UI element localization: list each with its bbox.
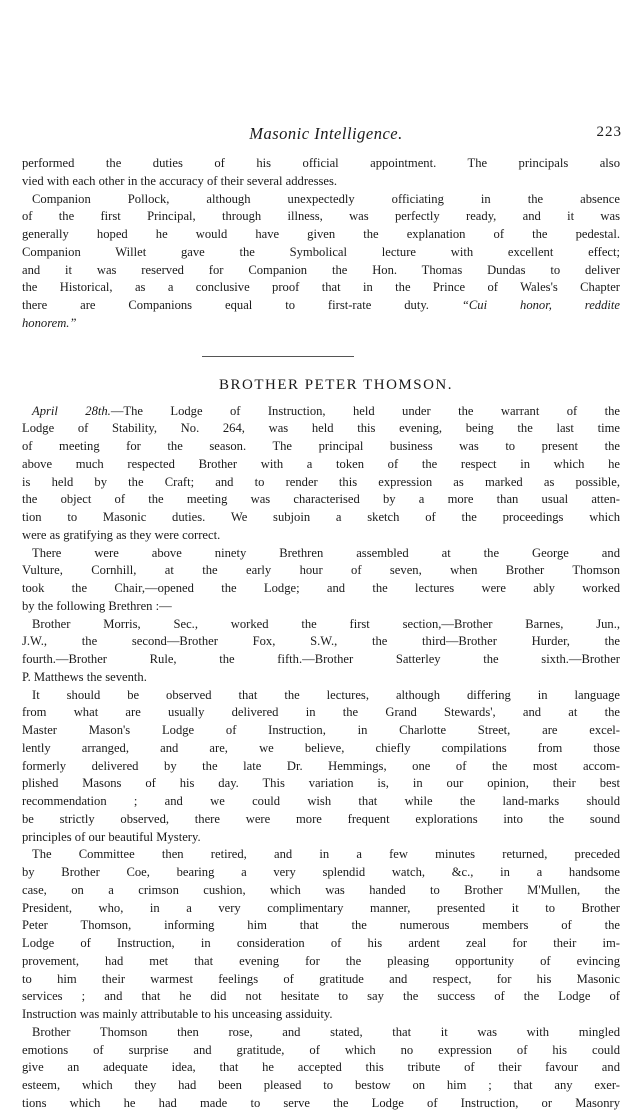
text-line — [22, 474, 620, 492]
text-line-content: Lodge of Instruction, in consideration of his ardent zeal for their im- — [22, 936, 620, 950]
text-line — [22, 775, 620, 793]
text-line-content: Brother Thomson then rose, and stated, that it was with mingled — [32, 1024, 620, 1039]
text-line — [22, 173, 620, 191]
text-line — [22, 545, 620, 563]
text-line — [22, 244, 620, 262]
text-line — [22, 1095, 620, 1113]
text-line-content: is held by the Craft; and to render this expression as marked as possible, — [22, 474, 620, 489]
text-line — [22, 811, 620, 829]
text-line — [22, 1006, 620, 1024]
text-line-content: tions which he had made to serve the Lodge of Instruction, or Masonry — [22, 1095, 620, 1110]
text-line-content: by Brother Coe, bearing a very splendid watch, &c., in a handsome — [22, 865, 620, 879]
text-line — [22, 704, 620, 722]
text-line — [22, 1077, 620, 1095]
text-line — [22, 971, 620, 989]
text-line-content: generally hoped he would have given the explanation of the pedestal. — [22, 227, 620, 241]
text-line-content: provement, had met that evening for the pleasing opportunity of evincing — [22, 953, 620, 968]
text-line-content: lently arranged, and are, we believe, chiefly compilations from those — [22, 740, 620, 755]
text-line — [22, 722, 620, 740]
text-line-content: The Committee then retired, and in a few minutes returned, preceded — [32, 847, 620, 862]
text-line-content: J.W., the second—Brother Fox, S.W., the third—Brother Hurder, the — [22, 634, 620, 649]
text-line-content: recommendation ; and we could wish that while the land-marks should — [22, 794, 620, 808]
text-line-content: of the first Principal, through illness, was perfectly ready, and it was — [22, 209, 620, 224]
text-line — [22, 864, 620, 882]
text-line-content: tion to Masonic duties. We subjoin a sketch of the proceedings which — [22, 510, 620, 524]
page-body — [22, 155, 620, 1113]
running-head — [20, 124, 632, 150]
text-line-content: President, who, in a very complimentary manner, presented it to Brother — [22, 900, 620, 915]
section-divider — [22, 333, 620, 367]
text-line-content: fourth.—Brother Rule, the fifth.—Brother Satterley the sixth.—Brother — [22, 652, 620, 666]
text-line — [22, 988, 620, 1006]
text-line — [22, 651, 620, 669]
text-line-content: above much respected Brother with a token of the respect in which he — [22, 456, 620, 471]
text-line — [22, 900, 620, 918]
text-line — [22, 740, 620, 758]
text-line-content: give an adequate idea, that he accepted this tribute of their favour and — [22, 1060, 620, 1075]
text-line-content: the Historical, as a conclusive proof that in the Prince of Wales's Chapter — [22, 280, 620, 295]
text-line — [22, 297, 620, 315]
text-line-content: by the following Brethren :— — [22, 598, 172, 613]
text-line-content: from what are usually delivered in the Grand Stewards', and at the — [22, 705, 620, 720]
text-line-content: principles of our beautiful Mystery. — [22, 829, 201, 844]
text-line-content: Master Mason's Lodge of Instruction, in Charlotte Street, are excel- — [22, 723, 620, 737]
text-line — [22, 527, 620, 545]
article-body — [22, 403, 620, 1113]
section-heading: BROTHER PETER THOMSON. — [219, 376, 453, 393]
text-line-content: esteem, which they had been pleased to bestow on him ; that any exer- — [22, 1078, 620, 1092]
text-line-content: performed the duties of his official appointment. The principals also — [22, 156, 620, 170]
text-line-content: plished Masons of his day. This variation is, in our opinion, their best — [22, 776, 620, 791]
text-line-content: It should be observed that the lectures, although differing in language — [32, 687, 620, 702]
text-line — [22, 279, 620, 297]
text-line-content: Instruction was mainly attributable to his unceasing assiduity. — [22, 1007, 333, 1021]
text-line-content: there are Companions equal to first-rate duty. — [22, 298, 429, 312]
text-line — [22, 262, 620, 280]
text-line — [22, 669, 620, 687]
text-line — [22, 208, 620, 226]
text-line-content: Peter Thomson, informing him that the numerous members of the — [22, 918, 620, 933]
text-line — [22, 456, 620, 474]
text-line — [22, 509, 620, 527]
date-lead: April 28th. — [32, 403, 111, 418]
text-line-content: to him their warmest feelings of gratitude and respect, for his Masonic — [22, 971, 620, 986]
text-line-content: Vulture, Cornhill, at the early hour of seven, when Brother Thomson — [22, 563, 620, 578]
text-line — [22, 917, 620, 935]
text-line-content: vied with each other in the accuracy of their several addresses. — [22, 173, 338, 188]
text-line — [22, 420, 620, 438]
text-line-content: P. Matthews the seventh. — [22, 669, 147, 684]
text-line — [22, 438, 620, 456]
text-line — [22, 793, 620, 811]
text-line — [22, 226, 620, 244]
text-line — [22, 829, 620, 847]
running-head-title: Masonic Intelligence. — [249, 124, 403, 143]
text-line — [22, 846, 620, 864]
text-line-content: Lodge of Stability, No. 264, was held this evening, being the last time — [22, 421, 620, 436]
text-line — [22, 953, 620, 971]
text-line-content: —The Lodge of Instruction, held under the warrant of the — [110, 403, 620, 418]
latin-quote: “Cui honor, reddite — [428, 298, 620, 312]
text-line-content: and it was reserved for Companion the Hon. Thomas Dundas to deliver — [22, 262, 620, 277]
text-line — [22, 403, 620, 421]
text-line — [22, 580, 620, 598]
text-line — [22, 155, 620, 173]
text-line — [22, 1024, 620, 1042]
text-line — [22, 1059, 620, 1077]
text-line-content: services ; and that he did not hesitate to say the success of the Lodge of — [22, 989, 620, 1004]
text-line-content: Brother Morris, Sec., worked the first section,—Brother Barnes, Jun., — [32, 616, 620, 631]
text-line-content: be strictly observed, there were more frequent explorations into the sound — [22, 811, 620, 826]
text-line-content: Companion Willet gave the Symbolical lecture with excellent effect; — [22, 244, 620, 259]
text-line-content: took the Chair,—opened the Lodge; and the lectures were ably worked — [22, 581, 620, 595]
text-line — [22, 1042, 620, 1060]
text-line — [22, 191, 620, 209]
text-line — [22, 598, 620, 616]
page-number: 223 — [596, 124, 622, 140]
text-line — [22, 562, 620, 580]
text-line-content: of meeting for the season. The principal business was to present the — [22, 439, 620, 453]
text-line-content: Companion Pollock, although unexpectedly officiating in the absence — [32, 191, 620, 206]
text-line — [22, 935, 620, 953]
text-line-content: honorem.” — [22, 315, 77, 330]
text-line — [22, 633, 620, 651]
text-line-content: the object of the meeting was characterised by a more than usual atten- — [22, 492, 620, 507]
text-line-content: were as gratifying as they were correct. — [22, 527, 221, 542]
text-line — [22, 882, 620, 900]
closing-paragraph — [22, 155, 620, 333]
text-line-content: emotions of surprise and gratitude, of which no expression of his could — [22, 1042, 620, 1057]
text-line — [22, 491, 620, 509]
text-line — [22, 315, 620, 333]
text-line — [22, 758, 620, 776]
text-line — [22, 616, 620, 634]
text-line-content: There were above ninety Brethren assembled at the George and — [32, 545, 620, 560]
text-line — [22, 687, 620, 705]
text-line-content: formerly delivered by the late Dr. Hemmings, one of the most accom- — [22, 758, 620, 773]
text-line-content: case, on a crimson cushion, which was handed to Brother M'Mullen, the — [22, 882, 620, 897]
